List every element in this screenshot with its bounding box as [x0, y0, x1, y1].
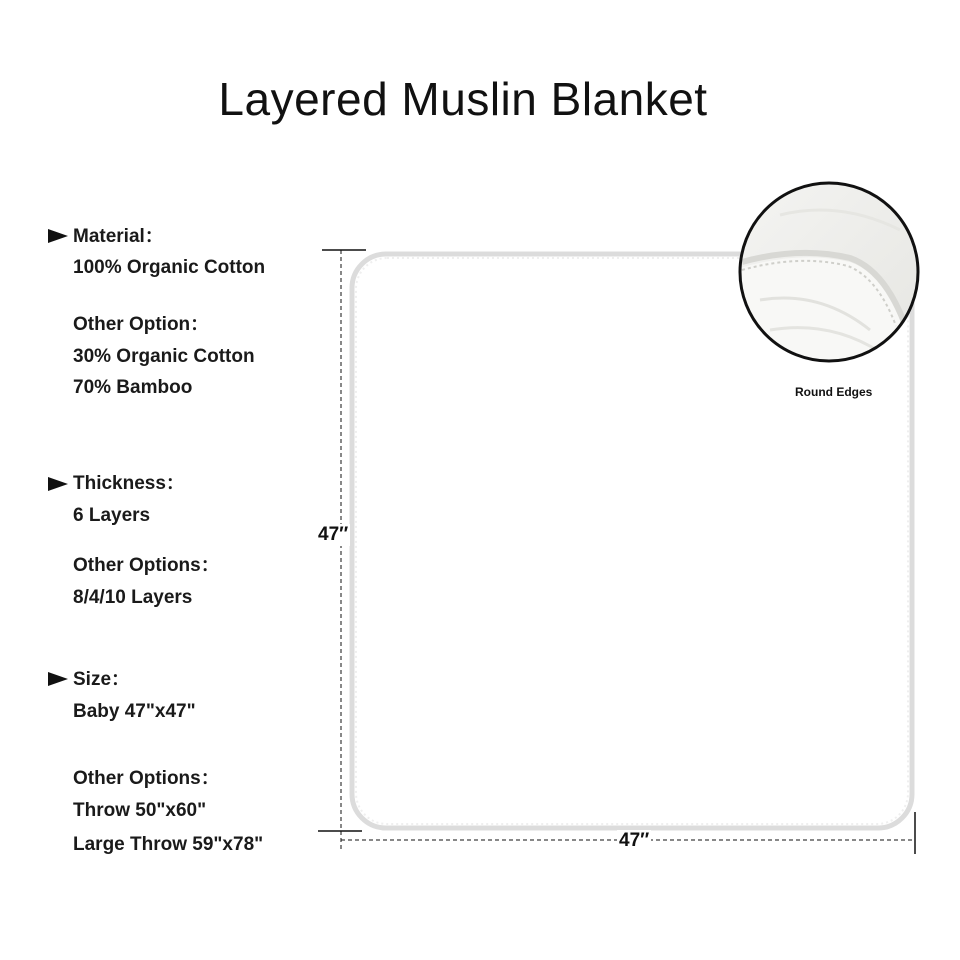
- material-option-value: 70% Bamboo: [73, 377, 193, 398]
- size-option-value: Large Throw 59"x78": [73, 834, 264, 855]
- height-dimension-label: 47″: [318, 524, 349, 545]
- size-label: Size：: [73, 669, 131, 690]
- thickness-value: 6 Layers: [73, 505, 151, 526]
- width-dimension-label: 47″: [619, 830, 650, 851]
- thickness-option-value: 8/4/10 Layers: [73, 587, 193, 608]
- size-value: Baby 47"x47": [73, 701, 196, 722]
- round-edges-caption: Round Edges: [795, 385, 873, 399]
- material-value: 100% Organic Cotton: [73, 257, 266, 278]
- size-option-label: Other Options：: [73, 768, 220, 789]
- page-title: Layered Muslin Blanket: [218, 73, 708, 125]
- material-option-value: 30% Organic Cotton: [73, 346, 255, 367]
- material-option-label: Other Option：: [73, 314, 210, 335]
- material-label: Material：: [73, 226, 164, 247]
- size-option-value: Throw 50"x60": [73, 800, 207, 821]
- thickness-label: Thickness：: [73, 473, 185, 494]
- thickness-option-label: Other Options：: [73, 555, 220, 576]
